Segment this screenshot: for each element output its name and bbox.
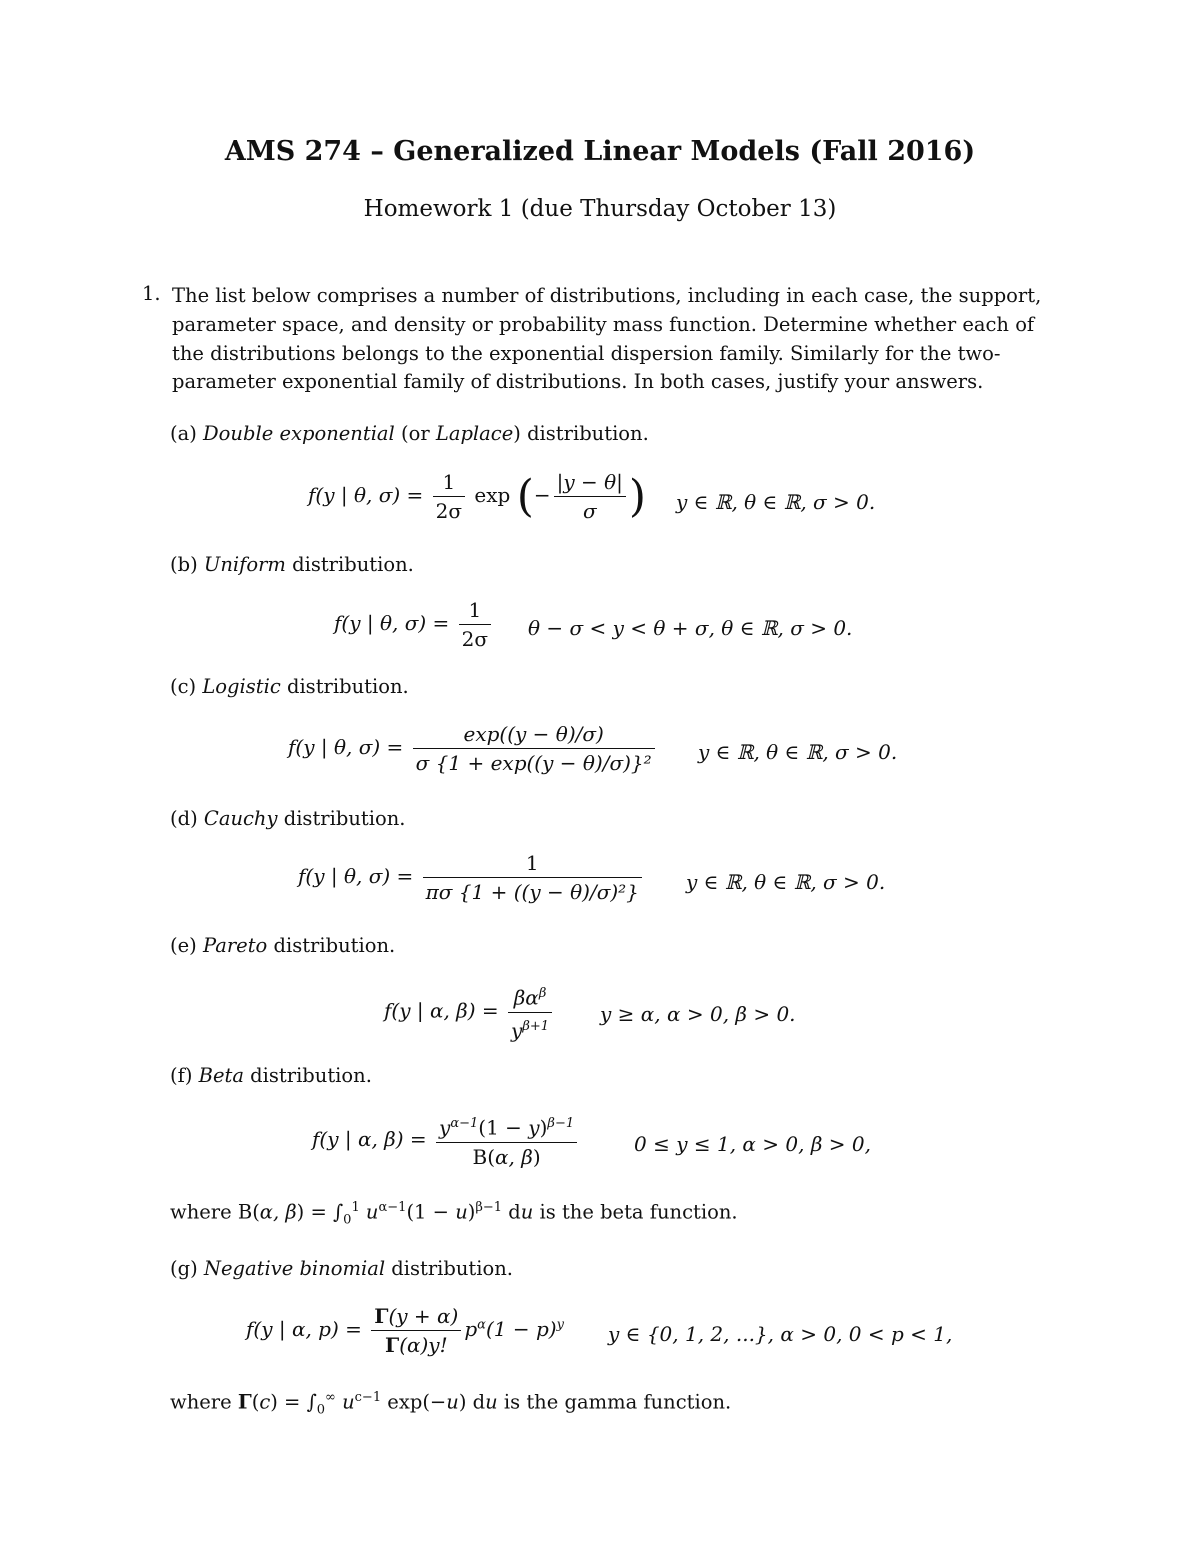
page-subtitle: Homework 1 (due Thursday October 13) (363, 196, 837, 222)
item-c-formula: f(y | θ, σ) = $\frac{\exp((y - \theta)/\sigma)}{\text{σ \{1 + exp((y − θ)/σ)\}²}}$ (288, 722, 658, 775)
problem-line: parameter exponential family of distributions. In both cases, justify your answers. (172, 370, 984, 394)
item-g-heading: (g) Negative binomial distribution. (170, 1257, 513, 1280)
item-a-heading: (a) Double exponential (or Laplace) distribution. (170, 422, 649, 445)
item-a-formula: f(y | θ, σ) = $\frac{1}{2\sigma}$ exp (− $\frac{|y - \theta|}{\sigma}$ ) (308, 470, 647, 523)
item-f-heading: (f) Beta distribution. (170, 1064, 372, 1087)
item-b-formula: f(y | θ, σ) = $\frac{1}{2\sigma}$ (334, 598, 494, 651)
item-d-support: y ∈ ℝ, θ ∈ ℝ, σ > 0. (686, 870, 886, 894)
problem-line: parameter space, and density or probability mass function. Determine whether each of (172, 312, 1035, 336)
item-d-name: Cauchy (203, 807, 278, 830)
item-a-support: y ∈ ℝ, θ ∈ ℝ, σ > 0. (676, 490, 876, 514)
item-g-formula: f(y | α, p) = $\frac{\Gamma(y + \alpha)}{\Gamma(\alpha)y!}$ $p^\alpha(1 - p)^y$ (246, 1304, 564, 1357)
page-title: AMS 274 – Generalized Linear Models (Fall 2016) (224, 136, 976, 167)
item-e-name: Pareto (202, 934, 268, 957)
item-d-heading: (d) Cauchy distribution. (170, 807, 406, 830)
item-a-name: Double exponential (203, 422, 395, 445)
item-f-where: where B(α, $\beta) = \int_0^1$ $u^{\alpha-1}(1 - u)^{\beta-1}$ du is the beta function. (170, 1200, 738, 1228)
item-b-name: Uniform (203, 553, 286, 576)
item-e-heading: (e) Pareto distribution. (170, 934, 396, 957)
item-g-name: Negative binomial (203, 1257, 386, 1280)
item-f-name: Beta (198, 1064, 244, 1087)
item-b-support: θ − σ < y < θ + σ, θ ∈ ℝ, σ > 0. (528, 616, 853, 640)
item-d-formula: f(y | θ, σ) = $\frac{1}{\text{πσ \{1 + ((y − θ)/σ)²\}}}$ (298, 851, 645, 904)
item-e-numerator: $\beta\alpha^\beta$ (513, 985, 547, 1010)
item-b-heading: (b) Uniform distribution. (170, 553, 414, 576)
problem-number: 1. (142, 282, 161, 305)
item-c-name: Logistic (202, 675, 281, 698)
item-f-formula: f(y | α, β) = $\frac{y^{\alpha-1}(1 - y)^{\beta-1}}{B(\alpha, \beta)}$ (312, 1112, 580, 1169)
item-f-denominator: B(α, β) (436, 1142, 577, 1169)
item-e-support: y ≥ α, α > 0, β > 0. (600, 1002, 796, 1026)
item-e-formula: f(y | α, β) = $\frac{\beta\alpha^\beta}{y^{\beta+1}}$ (384, 982, 555, 1042)
problem-statement (172, 282, 1072, 397)
item-e-denominator: $y^{\beta+1}$ (508, 1012, 552, 1043)
item-c-heading: (c) Logistic distribution. (170, 675, 409, 698)
problem-line: The list below comprises a number of distributions, including in each case, the support, (172, 284, 1042, 307)
item-f-support: 0 ≤ y ≤ 1, α > 0, β > 0, (634, 1132, 871, 1156)
item-g-where: where $\Gamma(c) = \int_0^\infty$ $u^{c-1}$ exp(−u) du is the gamma function. (170, 1390, 732, 1418)
problem-line: the distributions belongs to the exponential dispersion family. Similarly for the two- (172, 341, 1001, 365)
item-c-support: y ∈ ℝ, θ ∈ ℝ, σ > 0. (698, 740, 898, 764)
item-g-support: y ∈ {0, 1, 2, ...}, α > 0, 0 < p < 1, (608, 1322, 953, 1346)
item-f-numerator: $y^{\alpha-1}(1 - y)^{\beta-1}$ (439, 1115, 575, 1140)
